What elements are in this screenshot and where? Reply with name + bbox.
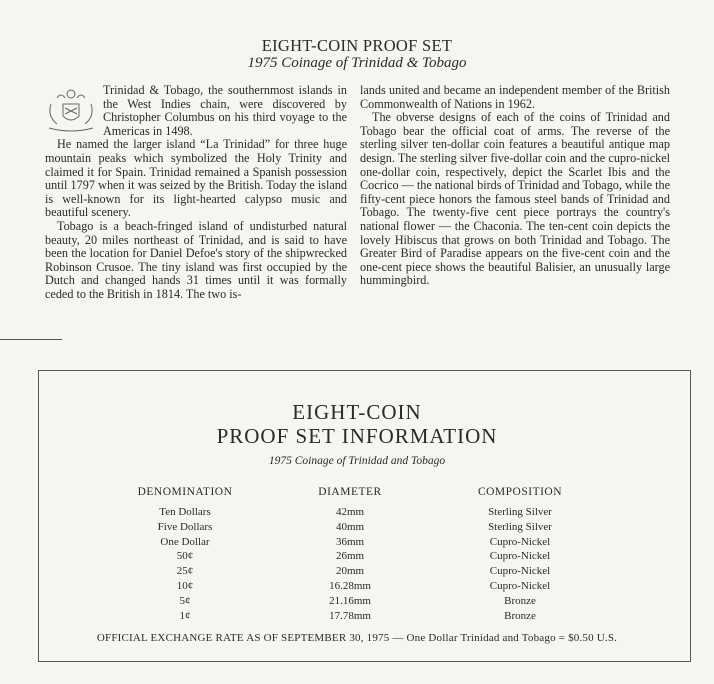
table-cell: Cupro-Nickel <box>489 565 551 578</box>
table-cell: Cupro-Nickel <box>489 579 551 592</box>
coat-of-arms-icon <box>41 84 99 138</box>
divider <box>0 339 62 340</box>
composition-column <box>460 505 580 623</box>
table-cell: 5¢ <box>179 594 191 607</box>
paragraph: Tobago is a beach-fringed island of undisturbed natural beauty, 20 miles northeast of Trinidad, and is said to have been the location for Daniel Defoe's story of the shipwrecked Robinson Crusoe. The tiny island was first occupied by the Dutch and changed hands 31 times until it was formally ceded to the British in 1814. The two is- <box>45 218 347 301</box>
table-cell: 36mm <box>335 535 365 548</box>
table-cell: Cupro-Nickel <box>489 535 551 548</box>
table-cell: 16.28mm <box>329 579 371 592</box>
table-cell: 1¢ <box>179 609 191 622</box>
table-cell: 17.78mm <box>329 609 371 622</box>
table-cell: Cupro-Nickel <box>489 550 551 563</box>
table-cell: Sterling Silver <box>488 520 552 533</box>
paragraph: The obverse designs of each of the coins of Trinidad and Tobago bear the official coat of arms. The reverse of the sterling silver ten-dollar coin features a beautiful antique map design. The sterling silver five-dollar coin and the cupro-nickel one-dollar coin, respectively, depict the Scarlet Ibis and the Cocrico — the national birds of Trinidad and Tobago, while the fifty-cent piece honors the famous steel bands of Trinidad and Tobago. The twenty-five cent piece portrays the country's national flower — the Chaconia. The ten-cent coin depicts the lovely Hibiscus that grows on both Trinidad and Tobago. The Greater Bird of Paradise appears on the five-cent coin and the one-cent piece shows the beautiful Balisier, an unusually large hummingbird. <box>360 110 670 288</box>
page-subtitle: 1975 Coinage of Trinidad & Tobago <box>247 55 467 71</box>
diameter-column <box>295 505 405 623</box>
table-cell: One Dollar <box>160 535 210 548</box>
header-diameter: DIAMETER <box>318 486 382 498</box>
paragraph: Trinidad & Tobago, the southernmost islands in the West Indies chain, were discovered by Christopher Columbus on his third voyage to the Americas in 1498. <box>103 83 347 138</box>
table-cell: 21.16mm <box>329 594 371 607</box>
info-title-line1: EIGHT-COIN <box>292 400 422 424</box>
table-cell: 25¢ <box>176 565 194 578</box>
table-cell: 40mm <box>335 520 365 533</box>
table-cell: Ten Dollars <box>159 506 211 518</box>
exchange-rate-note: OFFICIAL EXCHANGE RATE AS OF SEPTEMBER 30, 1975 — One Dollar Trinidad and Tobago = $0.50 U.S. <box>96 632 618 644</box>
right-column <box>360 84 670 288</box>
left-column <box>45 84 347 302</box>
table-cell: 50¢ <box>176 550 194 563</box>
page-title: EIGHT-COIN PROOF SET <box>261 36 453 55</box>
table-cell: Bronze <box>504 594 536 607</box>
table-cell: Bronze <box>504 609 536 622</box>
table-cell: Five Dollars <box>157 520 213 533</box>
header-composition: COMPOSITION <box>477 486 563 498</box>
info-title-line2: PROOF SET INFORMATION <box>216 424 498 448</box>
header-denomination: DENOMINATION <box>137 486 233 498</box>
table-cell: Sterling Silver <box>488 506 552 518</box>
table-cell: 20mm <box>335 565 365 578</box>
paragraph: lands united and became an independent member of the British Commonwealth of Nations in 1962. <box>360 83 670 111</box>
denomination-column <box>110 505 260 623</box>
table-cell: 10¢ <box>176 579 194 592</box>
table-cell: 26mm <box>335 550 365 563</box>
paragraph: He named the larger island “La Trinidad” for three huge mountain peaks which symbolized the Holy Trinity and claimed it for Spain. Trinidad remained a Spanish possession until 1797 when it was seized by the British. Today the island is well-known for its light-hearted calypso music and beautiful scenery. <box>45 137 347 220</box>
table-cell: 42mm <box>335 506 365 518</box>
info-subtitle: 1975 Coinage of Trinidad and Tobago <box>268 455 446 467</box>
